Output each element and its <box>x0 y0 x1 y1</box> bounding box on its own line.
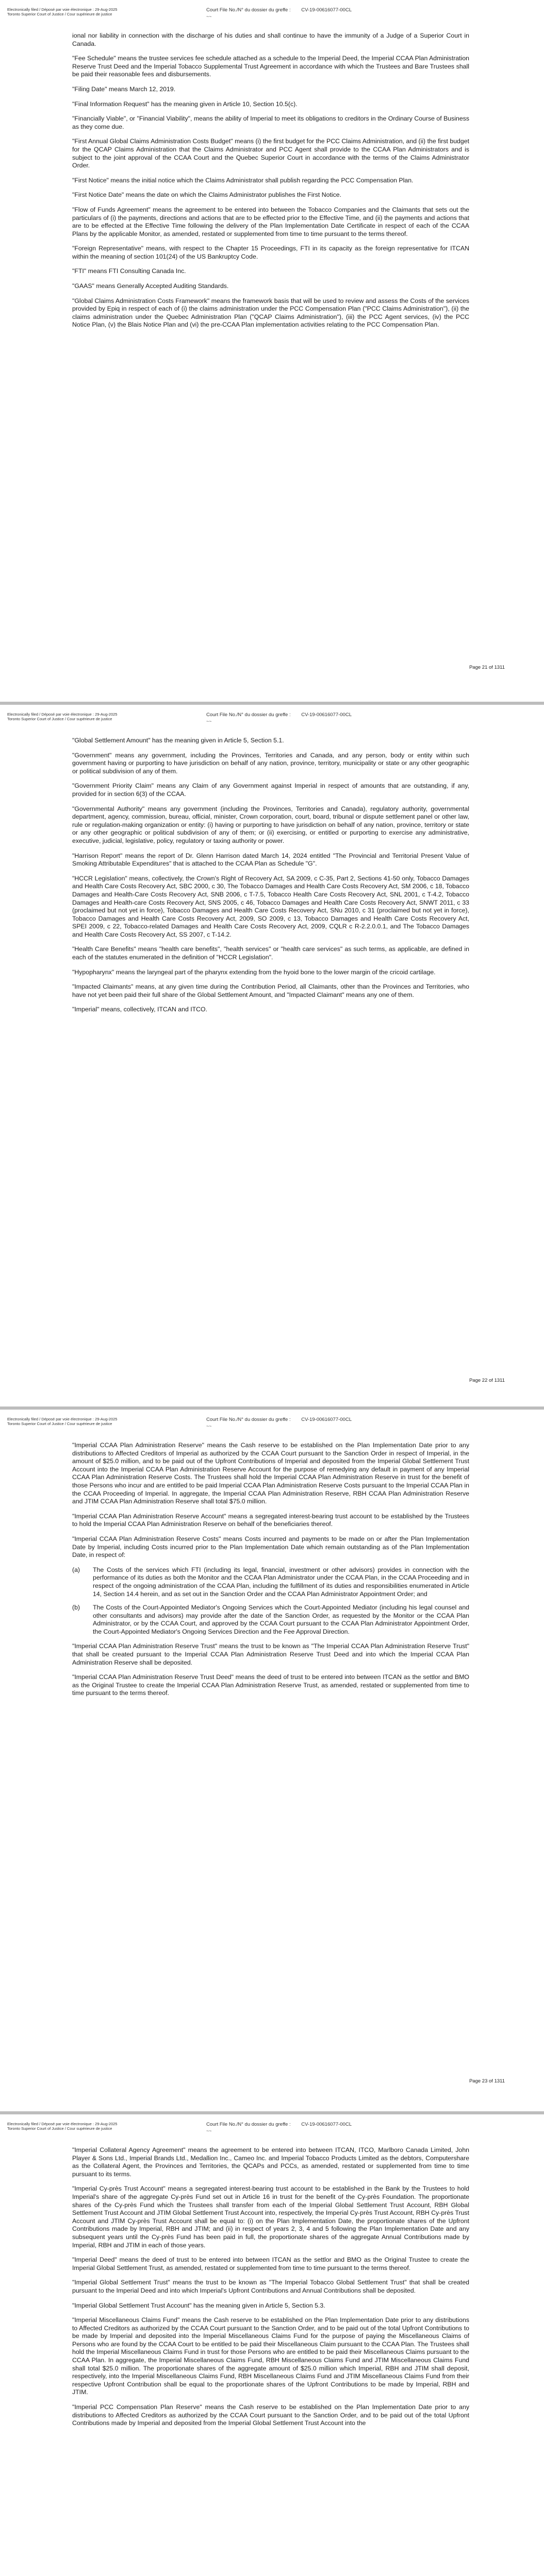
page-number: Page 21 of 1311 <box>469 665 505 670</box>
paragraph: "Foreign Representative" means, with respect to the Chapter 15 Proceedings, FTI in its capacity as the foreign representative for ITCAN within the meaning of section 101(24) of the US Bankruptcy Code. <box>72 245 469 260</box>
paragraph: "GAAS" means Generally Accepted Auditing Standards. <box>72 282 229 290</box>
sub-clause-label: (b) <box>72 1604 80 1612</box>
paragraph: "Imperial CCAA Plan Administration Reserve" means the Cash reserve to be established on the Plan Implementation Date prior to any distributions to Affected Creditors of Imperial as authorized by the CCAA Court pursuant to the Sanction Order in respect of Imperial, in the amount of $25.0 million, and to be paid out of the Upfront Contributions of Imperial and deposited from the Imperial Global Settlement Trust Account into the Imperial CCAA Plan Administration Reserve Account for the purpose of remedying any default in payment of any Imperial CCAA Plan Administration Reserve Costs. The Trustees shall hold the Imperial CCAA Plan Administration Reserve in trust for the benefit of those Persons who incur and are entitled to be paid Imperial CCAA Plan Administration Reserve Costs pursuant to the Imperial CCAA Plan in the CCAA Proceeding of Imperial. In aggregate, the Imperial CCAA Plan Administration Reserve, RBH CCAA Plan Administration Reserve and JTIM CCAA Plan Administration Reserve shall total $75.0 million. <box>72 1442 469 1505</box>
court-file-label: Court File No./N° du dossier du greffe : <box>206 1417 291 1422</box>
paragraph: "Imperial CCAA Plan Administration Reserve Account" means a segregated interest-bearing trust account to be established by the Trustees to hold the Imperial CCAA Plan Administration Reserve on behalf of the beneficiaries thereof. <box>72 1512 469 1528</box>
document-page <box>0 705 544 1406</box>
paragraph: "Government Priority Claim" means any Claim of any Government against Imperial in respect of amounts that are outstanding, if any, provided for in section 6(3) of the CCAA. <box>72 782 469 798</box>
page-body <box>72 2146 469 2434</box>
paragraph: "Health Care Benefits" means "health care benefits", "health services" or "health care services" as such terms, as applicable, are defined in each of the statutes enumerated in the definition of "HCCR Legislation". <box>72 945 469 961</box>
paragraph: "Imperial CCAA Plan Administration Reserve Costs" means Costs incurred and payments to be made on or after the Plan Implementation Date by Imperial, including Costs incurred prior to the Plan Implementation Date which remain outstanding as of the Plan Implementation Date, in respect of: <box>72 1535 469 1559</box>
e-filing-stamp: Electronically filed / Déposé par voie électronique : 29-Aug-2025 Toronto Superior Court of Justice / Cour supérieure de justice <box>7 712 118 721</box>
document-page <box>0 2114 544 2576</box>
paragraph: "Hypopharynx" means the laryngeal part of the pharynx extending from the hyoid bone to the lower margin of the cricoid cartilage. <box>72 968 436 976</box>
paragraph: "Impacted Claimants" means, at any given time during the Contribution Period, all Claimants, other than the Provinces and Territories, who have not yet been paid their full share of the Global Settlement Amount, and "Impacted Claimant" means any one of them. <box>72 983 469 998</box>
e-filing-stamp: Electronically filed / Déposé par voie électronique : 29-Aug-2025 Toronto Superior Court of Justice / Cour supérieure de justice <box>7 2122 118 2131</box>
court-file-number: CV-19-00616077-00CL <box>301 712 352 718</box>
paragraph: "Imperial CCAA Plan Administration Reserve Trust Deed" means the deed of trust to be entered into between ITCAN as the settlor and BMO as the Original Trustee to create the Imperial CCAA Plan Administration Reserve Trust, as amended, restated or supplemented from time to time pursuant to the terms thereof. <box>72 1673 469 1697</box>
paragraph: "Harrison Report" means the report of Dr. Glenn Harrison dated March 14, 2024 entitled "The Provincial and Territorial Present Value of Smoking Attributable Expenditures" that is attached to the CCAA Plan as Schedule "G". <box>72 852 469 868</box>
paragraph: "Financially Viable", or "Financial Viability", means the ability of Imperial to meet its obligations to creditors in the Ordinary Course of Business as they come due. <box>72 115 469 130</box>
court-file-sub: ~~ <box>206 1423 212 1429</box>
sub-clause <box>72 1604 469 1636</box>
court-file-label: Court File No./N° du dossier du greffe : <box>206 2122 291 2127</box>
paragraph: "Flow of Funds Agreement" means the agreement to be entered into between the Tobacco Companies and the Claimants that sets out the particulars of (i) the payments, directions and actions that are to be effected prior to the Effective Time, and (ii) the payments and actions that are to be effected at the Effective Time following the delivery of the Plan Implementation Date Certificate in respect of each of the CCAA Plans by the applicable Monitor, as amended, restated or supplemented from time to time pursuant to the terms thereof. <box>72 206 469 238</box>
court-file-number: CV-19-00616077-00CL <box>301 7 352 13</box>
paragraph: "Imperial Deed" means the deed of trust to be entered into between ITCAN as the settlor and BMO as the Original Trustee to create the Imperial Global Settlement Trust, as amended, restated or supplemented from time to time pursuant to the terms thereof. <box>72 2256 469 2272</box>
court-file-sub: ~~ <box>206 14 212 19</box>
paragraph: "First Notice Date" means the date on which the Claims Administrator publishes the First Notice. <box>72 191 341 199</box>
court-file-label: Court File No./N° du dossier du greffe : <box>206 712 291 718</box>
court-file-sub: ~~ <box>206 2128 212 2133</box>
paragraph: "HCCR Legislation" means, collectively, the Crown's Right of Recovery Act, SA 2009, c C-35, Part 2, Sections 41-50 only, Tobacco Damages and Health Care Costs Recovery Act, SBC 2000, c 30, The Tobacco Damages and Health Care Costs Recovery Act, SM 2006, c 18, Tobacco Damages and Health-Care Costs Recovery Act, SNB 2006, c T-7.5, Tobacco Health Care Costs Recovery Act, SNL 2001, c T-4.2, Tobacco Damages and Health-care Costs Recovery Act, SNS 2005, c 46, Tobacco Damages and Health Care Costs Recovery Act, SNWT 2011, c 33 (proclaimed but not yet in force), Tobacco Damages and Health Care Costs Recovery Act, SNu 2010, c 31 (proclaimed but not yet in force), Tobacco Damages and Health Care Costs Recovery Act, 2009, SO 2009, c 13, Tobacco Damages and Health Care Costs Recovery Act, SPEI 2009, c 22, Tobacco-related Damages and Health Care Costs Recovery Act, 2009, CQLR c R-2.2.0.0.1, and The Tobacco Damages and Health Care Costs Recovery Act, SS 2007, c T-14.2. <box>72 874 469 938</box>
page-body <box>72 32 469 336</box>
page-body <box>72 1442 469 1704</box>
sub-clause <box>72 1566 469 1598</box>
court-file-header <box>206 2122 544 2134</box>
paragraph: ional nor liability in connection with the discharge of his duties and shall continue to have the immunity of a Judge of a Superior Court in Canada. <box>72 32 469 47</box>
paragraph: "Final Information Request" has the meaning given in Article 10, Section 10.5(c). <box>72 100 298 108</box>
sub-clause-text: The Costs of the Court-Appointed Mediator's Ongoing Services which the Court-Appointed Mediator (including his legal counsel and other consultants and advisors) may provide after the date of the Sanction Order, as requested by the Monitor or the CCAA Plan Administrator, or by the CCAA Court, and approved by the CCAA Court pursuant to the CCAA Plan Administrator Appointment Order, the Court-Appointed Mediator's Ongoing Services Direction and the Fee Approval Direction. <box>93 1604 469 1635</box>
sub-clause-label: (a) <box>72 1566 80 1573</box>
paragraph: "Imperial Global Settlement Trust Account" has the meaning given in Article 5, Section 5.3. <box>72 2301 325 2309</box>
page-number: Page 23 of 1311 <box>469 2078 505 2084</box>
paragraph: "Governmental Authority" means any government (including the Provinces, Territories and Canada), regulatory authority, governmental department, agency, commission, bureau, official, minister, Crown corporation, court, board, tribunal or dispute settlement panel or other law, rule or regulation-making organization or entity: (i) having or purporting to have jurisdiction on behalf of any nation, province, territory or state or any other geographic or political subdivision of any of them; or (ii) exercising, or entitled or purporting to exercise any administrative, executive, judicial, legislative, policy, regulatory or taxing authority or power. <box>72 805 469 844</box>
paragraph: "FTI" means FTI Consulting Canada Inc. <box>72 267 186 275</box>
court-file-sub: ~~ <box>206 719 212 724</box>
e-filing-stamp: Electronically filed / Déposé par voie électronique : 29-Aug-2025 Toronto Superior Court of Justice / Cour supérieure de justice <box>7 7 118 16</box>
document-page <box>0 0 544 702</box>
paragraph: "Imperial Global Settlement Trust" means the trust to be known as "The Imperial Tobacco Global Settlement Trust" that shall be created pursuant to the Imperial Deed and into which Imperial's Upfront Contributions and Annual Contributions shall be deposited. <box>72 2279 469 2294</box>
court-file-header <box>206 7 544 20</box>
paragraph: "Government" means any government, including the Provinces, Territories and Canada, and any person, body or entity within such government having or purporting to have jurisdiction on behalf of any nation, province, territory, municipality or state or any other geographic or political subdivision of any of them. <box>72 751 469 775</box>
paragraph: "Imperial Collateral Agency Agreement" means the agreement to be entered into between ITCAN, ITCO, Marlboro Canada Limited, John Player & Sons Ltd., Imperial Brands Ltd., Medallion Inc., Cameo Inc. and Imperial Tobacco Products Limited as the debtors, Computershare as the Collateral Agent, the Provinces and Territories, the QCAPs and PCCs, as amended, restated or supplemented from time to time pursuant to its terms. <box>72 2146 469 2178</box>
paragraph: "First Notice" means the initial notice which the Claims Administrator shall publish regarding the PCC Compensation Plan. <box>72 176 414 184</box>
document-page <box>0 1410 544 2111</box>
sub-clause-list <box>72 1566 469 1636</box>
paragraph: "Imperial CCAA Plan Administration Reserve Trust" means the trust to be known as "The Imperial CCAA Plan Administration Reserve Trust" that shall be created pursuant to the Imperial CCAA Plan Administration Reserve Trust Deed and into which the Imperial CCAA Plan Administration Reserve shall be deposited. <box>72 1642 469 1666</box>
court-file-header <box>206 1417 544 1429</box>
paragraph: "First Annual Global Claims Administration Costs Budget" means (i) the first budget for the PCC Claims Administration, and (ii) the first budget for the QCAP Claims Administration that the Claims Administrator and PCC Agent shall provide to the CCAA Plan Administrators and is subject to the joint approval of the CCAA Court and the Quebec Superior Court in accordance with the terms of the Claims Administrator Order. <box>72 138 469 170</box>
e-filing-stamp: Electronically filed / Déposé par voie électronique : 29-Aug-2025 Toronto Superior Court of Justice / Cour supérieure de justice <box>7 1417 118 1426</box>
court-file-header <box>206 712 544 724</box>
paragraph: "Imperial PCC Compensation Plan Reserve" means the Cash reserve to be established on the Plan Implementation Date prior to any distributions to Affected Creditors as authorized by the CCAA Court pursuant to the Sanction Order, and to be paid out of the total Upfront Contributions made by Imperial and deposited from the Imperial Global Settlement Trust Account into the <box>72 2403 469 2427</box>
paragraph: "Imperial" means, collectively, ITCAN and ITCO. <box>72 1006 208 1013</box>
paragraph: "Global Settlement Amount" has the meaning given in Article 5, Section 5.1. <box>72 737 284 744</box>
paragraph: "Global Claims Administration Costs Framework" means the framework basis that will be used to review and assess the Costs of the services provided by Epiq in respect of each of (i) the claims administration under the PCC Compensation Plan ("PCC Claims Administration"), (ii) the claims administration under the Quebec Administration Plan ("QCAP Claims Administration"), (iii) the PCC Agent services, (iv) the PCC Notice Plan, (v) the Blais Notice Plan and (vi) the pre-CCAA Plan implementation activities relating to the PCC Compensation Plan. <box>72 297 469 329</box>
page-body <box>72 737 469 1021</box>
court-file-number: CV-19-00616077-00CL <box>301 1417 352 1422</box>
paragraph: "Fee Schedule" means the trustee services fee schedule attached as a schedule to the Imperial Deed, the Imperial CCAA Plan Administration Reserve Trust Deed and the Imperial Tobacco Supplemental Trust Agreement in accordance with which the Trustees and Bare Trustees shall be paid their reasonable fees and disbursements. <box>72 55 469 78</box>
paragraph: "Imperial Miscellaneous Claims Fund" means the Cash reserve to be established on the Plan Implementation Date prior to any distributions to Affected Creditors as authorized by the CCAA Court pursuant to the Sanction Order, and to be paid out of the total Upfront Contributions to be made by Imperial and deposited into the Imperial Miscellaneous Claims Fund for the purpose of paying the Miscellaneous Claims of Persons who are found by the CCAA Court to be entitled to be paid their Miscellaneous Claim pursuant to the CCAA Plan. The Trustees shall hold the Imperial Miscellaneous Claims Fund in trust for those Persons who are entitled to be paid their Miscellaneous Claims pursuant to the CCAA Plan. In aggregate, the Imperial Miscellaneous Claims Fund, RBH Miscellaneous Claims Fund and JTIM Miscellaneous Claims Fund shall total $25.0 million. The proportionate shares of the aggregate amount of $25.0 million which Imperial, RBH and JTIM shall deposit, respectively, into the Imperial Miscellaneous Claims Fund, RBH Miscellaneous Claims Fund and JTIM Miscellaneous Claims Fund from their respective Upfront Contribution shall be equal to the proportionate shares of the Upfront Contributions to be made by Imperial, RBH and JTIM. <box>72 2316 469 2396</box>
court-file-number: CV-19-00616077-00CL <box>301 2122 352 2127</box>
paragraph: "Imperial Cy-près Trust Account" means a segregated interest-bearing trust account to be established in the Bank by the Trustees to hold Imperial's share of the aggregate Cy-près Fund set out in Article 16 in trust for the benefit of the Cy-près Foundation. The proportionate shares of the Cy-près Fund which the Trustees shall transfer from each of the Imperial Global Settlement Trust Account, RBH Global Settlement Trust Account and JTIM Global Settlement Trust Account into, respectively, the Imperial Cy-près Trust Account, RBH Cy-près Trust Account and JTIM Cy-près Trust Account shall be equal to: (i) on the Plan Implementation Date, the proportionate shares of the Upfront Contributions made by Imperial, RBH and JTIM; and (ii) in respect of years 2, 3, 4 and 5 following the Plan Implementation Date and any subsequent years until the Cy-près Fund has been paid in full, the proportionate shares of the aggregate Annual Contributions made by Imperial, RBH and JTIM in each of those years. <box>72 2185 470 2249</box>
paragraph: "Filing Date" means March 12, 2019. <box>72 85 176 93</box>
court-file-label: Court File No./N° du dossier du greffe : <box>206 7 291 13</box>
sub-clause-text: The Costs of the services which FTI (including its legal, financial, investment or other advisors) provides in connection with the performance of its duties as both the Monitor and the CCAA Plan Administrator under the CCAA Plan, in the CCAA Proceeding and in respect of the ongoing administration of the CCAA Plan, including the fulfillment of its duties and responsibilities enumerated in Article 14, Section 14.4 herein, and as set out in the Sanction Order and the CCAA Plan Administrator Appointment Order; and <box>93 1566 469 1598</box>
page-number: Page 22 of 1311 <box>469 1378 505 1383</box>
